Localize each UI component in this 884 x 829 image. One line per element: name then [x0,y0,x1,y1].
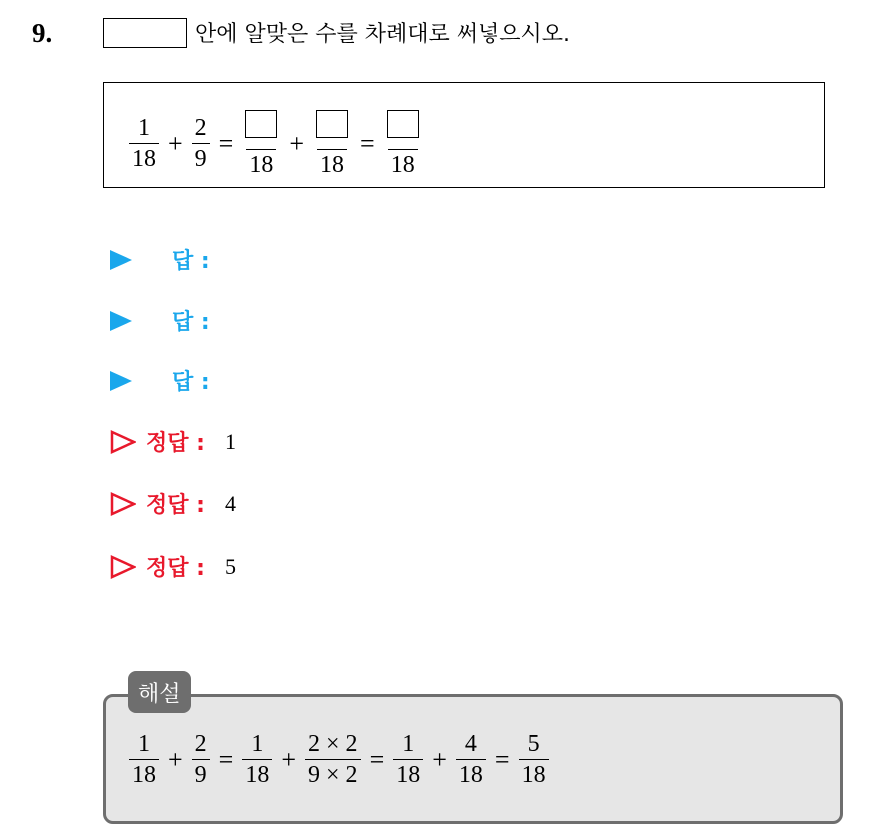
plus-sign: + [289,129,305,159]
fraction: $\frac{2 \times 2}{9 \times 2}$ [305,732,361,788]
equals-sign: = [218,745,234,775]
plus-sign: + [168,129,183,159]
outline-arrow-icon [110,430,136,454]
fraction-2: $\frac{2}{9}$ [192,116,210,172]
correct-answer-value: 5 [224,553,236,579]
outline-arrow-icon [110,492,136,516]
fraction: $\frac{1}{18}$ [129,732,159,788]
equals-sign: = [494,745,510,775]
fraction: $\frac{4}{18}$ [456,732,486,788]
correct-answer-value: 4 [224,490,236,516]
correct-answer-label: 정답 : [146,493,205,518]
play-arrow-icon [110,311,132,331]
blank-fraction-2: 18 [313,110,351,178]
plus-sign: + [168,745,183,775]
solution-equation [126,732,552,788]
correct-answer-value: 1 [224,428,236,454]
answer-row-1[interactable] [110,244,210,275]
equals-sign: = [360,129,375,159]
solution-tag: 해설 [128,671,191,713]
correct-answer-label: 정답 : [146,431,205,456]
answer-label: 답 : [172,310,210,335]
equals-sign: = [218,129,234,159]
answer-row-3[interactable] [110,365,210,396]
fraction: $\frac{2}{9}$ [192,732,210,788]
blank-box-icon [103,18,187,48]
answer-blank-1[interactable] [245,110,277,138]
fraction: $\frac{1}{18}$ [393,732,423,788]
question-instruction-line [103,17,570,48]
problem-equation [126,110,425,178]
plus-sign: + [432,745,447,775]
fraction: $\frac{5}{18}$ [519,732,549,788]
fraction: $\frac{1}{18}$ [242,732,272,788]
answer-row-2[interactable] [110,305,210,336]
answer-label: 답 : [172,370,210,395]
answer-blank-2[interactable] [316,110,348,138]
answer-label: 답 : [172,249,210,274]
blank-fraction-3: 18 [384,110,422,178]
plus-sign: + [281,745,297,775]
play-arrow-icon [110,371,132,391]
blank-fraction-1: 18 [242,110,280,178]
answer-blank-3[interactable] [387,110,419,138]
fraction-1: $\frac{1}{18}$ [129,116,159,172]
question-number: 9. [32,18,53,48]
equals-sign: = [369,745,385,775]
play-arrow-icon [110,250,132,270]
correct-answer-row-2 [110,488,236,519]
correct-answer-row-1 [110,426,236,457]
correct-answer-row-3 [110,551,236,582]
outline-arrow-icon [110,555,136,579]
question-instruction: 안에 알맞은 수를 차례대로 써넣으시오. [195,22,570,47]
correct-answer-label: 정답 : [146,556,205,581]
